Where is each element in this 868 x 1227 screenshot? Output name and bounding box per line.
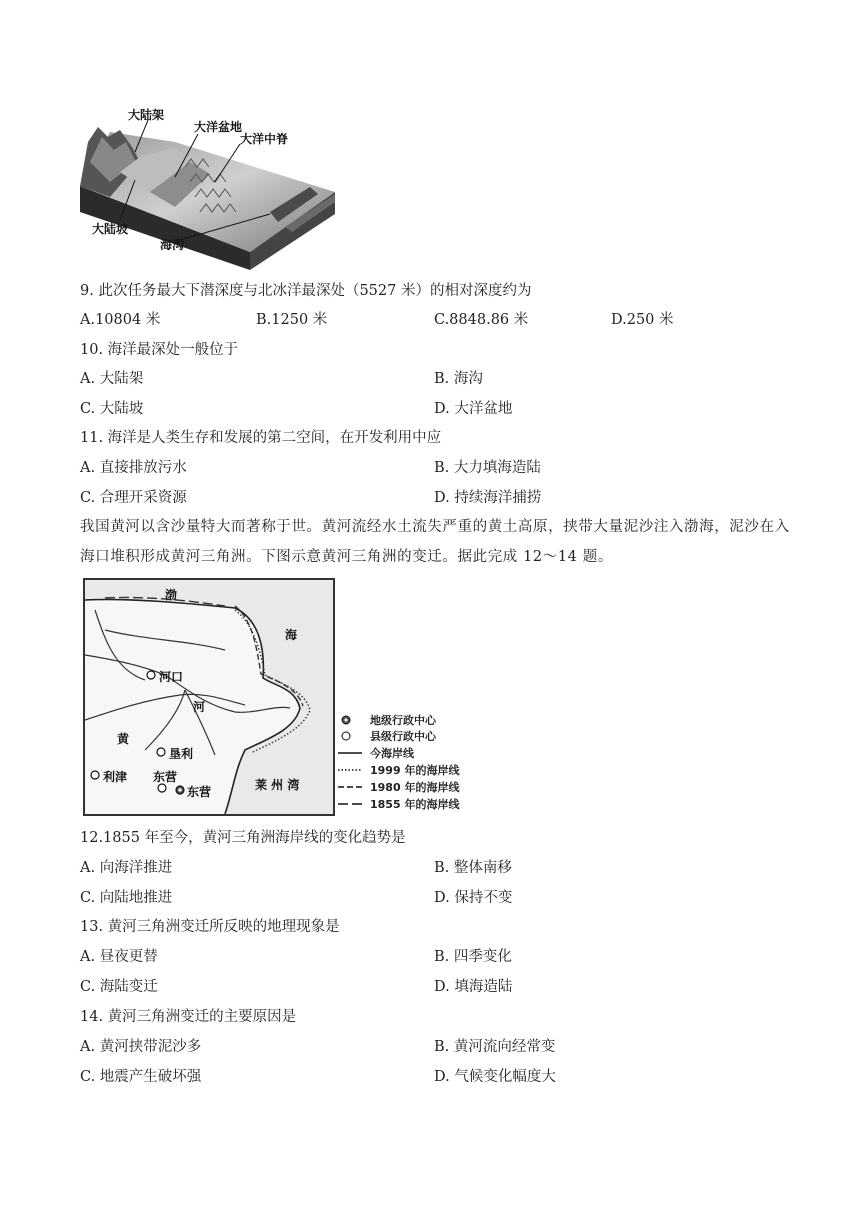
legend-label: 1980 年的海岸线 — [370, 780, 460, 794]
label-trench: 海沟 — [160, 238, 185, 252]
map-label-hai: 海 — [285, 628, 298, 642]
q10-option-a[interactable]: A. 大陆架 — [80, 371, 144, 387]
q12-option-b[interactable]: B. 整体南移 — [434, 860, 512, 876]
q13-option-a[interactable]: A. 昼夜更替 — [80, 949, 158, 965]
legend-label: 地级行政中心 — [370, 713, 436, 727]
q13-option-d[interactable]: D. 填海造陆 — [434, 979, 513, 995]
label-ocean-basin: 大洋盆地 — [194, 120, 243, 134]
question-13-stem: 13. 黄河三角洲变迁所反映的地理现象是 — [80, 919, 340, 935]
q9-option-c[interactable]: C.8848.86 米 — [434, 312, 529, 328]
map-label-lijin: 利津 — [103, 770, 128, 784]
legend-item-prefecture — [338, 712, 436, 727]
dotted-line-icon — [338, 764, 364, 776]
q11-option-b[interactable]: B. 大力填海造陆 — [434, 460, 541, 476]
q10-option-c[interactable]: C. 大陆坡 — [80, 401, 144, 417]
question-11-stem: 11. 海洋是人类生存和发展的第二空间，在开发利用中应 — [80, 430, 442, 446]
question-10-stem: 10. 海洋最深处一般位于 — [80, 342, 239, 358]
q9-option-b[interactable]: B.1250 米 — [256, 312, 328, 328]
q12-option-c[interactable]: C. 向陆地推进 — [80, 890, 173, 906]
legend-label: 今海岸线 — [370, 746, 414, 760]
legend-item-coast-1999 — [338, 762, 459, 777]
q14-option-b[interactable]: B. 黄河流向经常变 — [434, 1039, 556, 1055]
q10-option-d[interactable]: D. 大洋盆地 — [434, 401, 513, 417]
map-label-bo: 渤 — [165, 588, 178, 602]
yellow-river-delta-map — [83, 578, 335, 816]
legend-label: 1999 年的海岸线 — [370, 763, 460, 777]
label-continental-shelf: 大陆架 — [128, 108, 165, 122]
prefecture-center-icon — [338, 714, 364, 726]
map-label-hekou: 河口 — [159, 670, 184, 684]
label-continental-slope: 大陆坡 — [92, 222, 129, 236]
q12-option-d[interactable]: D. 保持不变 — [434, 890, 513, 906]
q12-option-a[interactable]: A. 向海洋推进 — [80, 860, 173, 876]
q10-option-b[interactable]: B. 海沟 — [434, 371, 483, 387]
legend-item-coast-1980 — [338, 779, 459, 794]
q14-option-c[interactable]: C. 地震产生破坏强 — [80, 1069, 202, 1085]
question-14-stem: 14. 黄河三角洲变迁的主要原因是 — [80, 1009, 297, 1025]
legend-item-coast-today — [338, 745, 414, 760]
question-12-stem: 12.1855 年至今，黄河三角洲海岸线的变化趋势是 — [80, 830, 406, 846]
q11-option-c[interactable]: C. 合理开采资源 — [80, 490, 187, 506]
solid-line-icon — [338, 747, 364, 759]
ocean-floor-diagram — [80, 102, 336, 272]
question-9-stem: 9. 此次任务最大下潜深度与北冰洋最深处（5527 米）的相对深度约为 — [80, 283, 532, 299]
map-label-dongying-city: 东营 — [187, 785, 212, 799]
q13-option-c[interactable]: C. 海陆变迁 — [80, 979, 158, 995]
map-label-he: 河 — [193, 700, 206, 714]
map-label-kenli: 垦利 — [169, 747, 194, 761]
legend-item-coast-1855 — [338, 796, 459, 811]
legend-label: 1855 年的海岸线 — [370, 797, 460, 811]
long-dash-line-icon — [338, 798, 364, 810]
passage-text: 我国黄河以含沙量特大而著称于世。黄河流经水土流失严重的黄土高原，挟带大量泥沙注入渤海，泥沙在入海口堆积形成黄河三角洲。下图示意黄河三角洲的变迁。据此完成 12～14 题。 — [80, 519, 790, 565]
q11-option-d[interactable]: D. 持续海洋捕捞 — [434, 490, 542, 506]
legend-label: 县级行政中心 — [370, 729, 436, 743]
q13-option-b[interactable]: B. 四季变化 — [434, 949, 512, 965]
map-label-huang: 黄 — [117, 732, 130, 746]
q9-option-a[interactable]: A.10804 米 — [80, 312, 161, 328]
map-label-laizhouwan: 莱 州 湾 — [255, 778, 300, 792]
q9-option-d[interactable]: D.250 米 — [611, 312, 674, 328]
map-label-dongying-county: 东营 — [153, 770, 178, 784]
legend-item-county — [338, 728, 436, 743]
label-mid-ocean-ridge: 大洋中脊 — [240, 132, 289, 146]
q11-option-a[interactable]: A. 直接排放污水 — [80, 460, 187, 476]
q14-option-a[interactable]: A. 黄河挟带泥沙多 — [80, 1039, 202, 1055]
dashed-line-icon — [338, 781, 364, 793]
q14-option-d[interactable]: D. 气候变化幅度大 — [434, 1069, 556, 1085]
map-legend — [338, 712, 478, 812]
county-center-icon — [338, 730, 364, 742]
